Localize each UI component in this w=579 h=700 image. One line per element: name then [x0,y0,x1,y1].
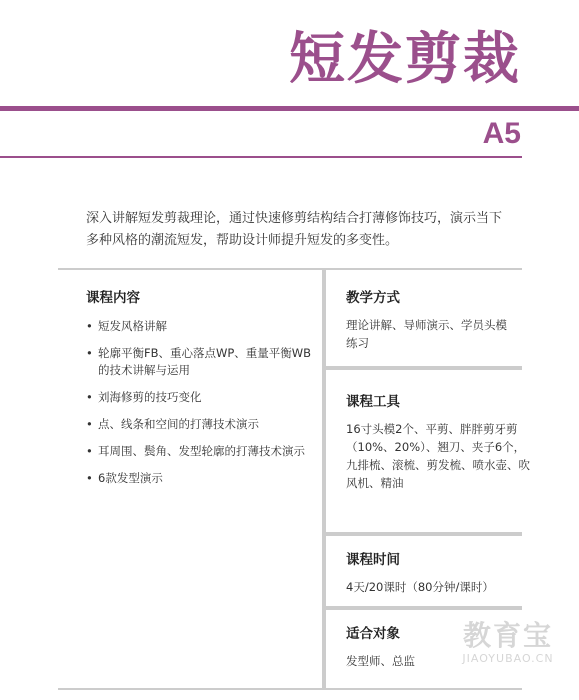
list-item [86,416,316,433]
course-title: 短发剪裁 [289,27,521,92]
list-item [86,470,316,487]
bullet-icon: • [86,346,93,360]
list-item-text: 6款发型演示 [98,471,163,485]
target-audience-heading: 适合对象 [346,626,400,642]
code-rule [0,156,522,158]
target-audience-text: 发型师、总监 [346,654,415,668]
list-item [86,345,316,379]
bullet-icon: • [86,390,93,404]
title-rule [0,106,579,111]
course-content-heading: 课程内容 [86,290,140,306]
watermark-logo [448,620,568,666]
course-tools-section [346,392,530,492]
row-divider-1 [326,366,522,370]
course-tools-text: 16寸头模2个、平剪、胖胖剪牙剪（10%、20%）、翘刀、夹子6个，九排梳、滚梳、剪发梳、喷水壶、吹风机、精油 [346,422,530,490]
row-divider-3 [326,606,522,610]
bullet-icon: • [86,319,93,333]
teaching-method-text: 理论讲解、导师演示、学员头模练习 [346,318,507,350]
list-item-text: 点、线条和空间的打薄技术演示 [98,417,259,431]
watermark-text: 教育宝 [462,619,553,652]
bullet-icon: • [86,444,93,458]
course-duration-text: 4天/20课时（80分钟/课时） [346,580,494,594]
teaching-method-section [346,288,526,352]
watermark-url: JIAOYUBAO.CN [462,652,554,665]
list-item [86,318,316,335]
row-divider-2 [326,532,522,536]
course-tools-heading: 课程工具 [346,394,400,410]
teaching-method-heading: 教学方式 [346,290,400,306]
intro-paragraph: 深入讲解短发剪裁理论，通过快速修剪结构结合打薄修饰技巧，演示当下多种风格的潮流短发，帮助设计师提升短发的多变性。 [86,211,503,248]
list-item-text: 轮廓平衡FB、重心落点WP、重量平衡WB的技术讲解与运用 [98,346,312,377]
list-item-text: 短发风格讲解 [98,319,167,333]
table-bottom-border [58,688,522,690]
course-content-list [86,318,316,487]
list-item [86,443,316,460]
bullet-icon: • [86,417,93,431]
course-content-section [86,288,316,497]
list-item-text: 刘海修剪的技巧变化 [98,390,202,404]
table-top-border [58,268,522,270]
list-item [86,389,316,406]
list-item-text: 耳周围、鬓角、发型轮廓的打薄技术演示 [98,444,305,458]
bullet-icon: • [86,471,93,485]
course-duration-section [346,550,526,596]
course-duration-heading: 课程时间 [346,552,400,568]
column-divider [322,268,326,690]
course-code: A5 [482,117,521,150]
